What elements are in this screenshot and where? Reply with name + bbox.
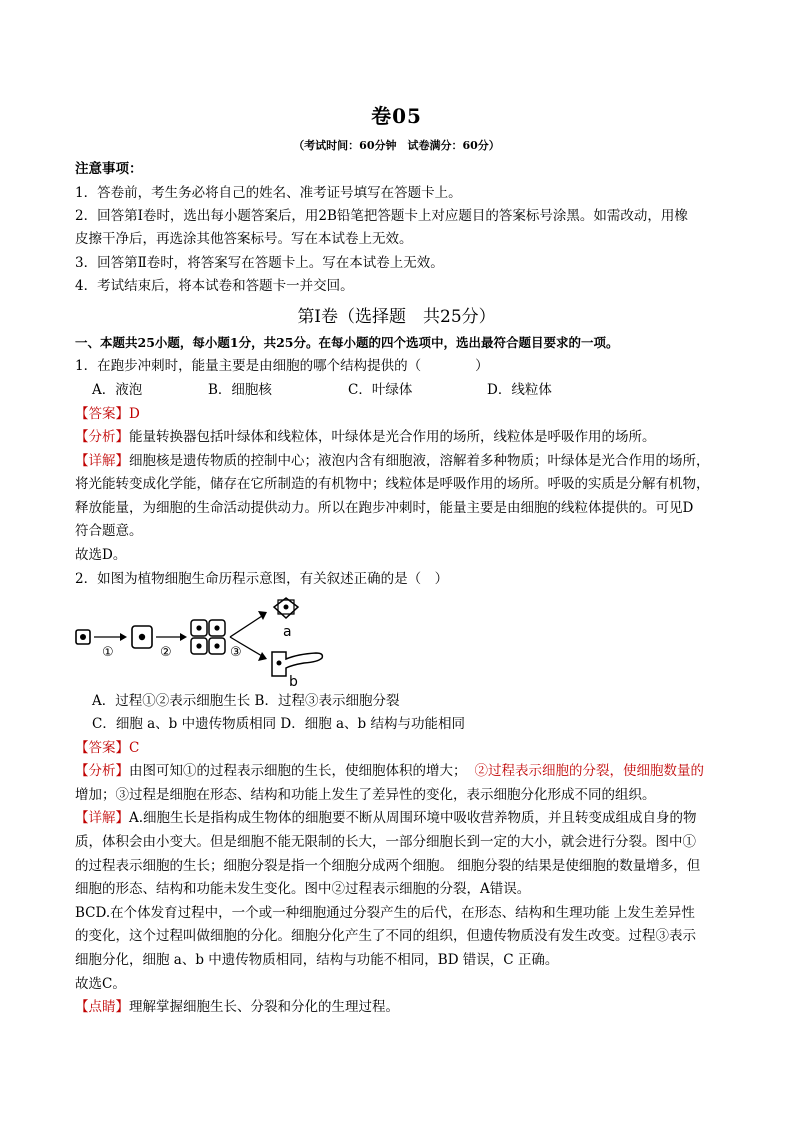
q1-detail-line: 将光能转变成化学能，储存在它所制造的有机物中；线粒体是呼吸作用的场所。呼吸的实质是分解有机物， xyxy=(75,476,710,492)
analysis-text-red: ②过程表示细胞的分裂，使细胞数量的 xyxy=(474,763,704,779)
step-2-label: ② xyxy=(160,645,172,660)
notice-item: 2．回答第Ⅰ卷时，选出每小题答案后，用2B铅笔把答题卡上对应题目的答案标号涂黑。如需改动，用橡 xyxy=(75,208,688,224)
q1-option-b: B．细胞核 xyxy=(208,382,272,398)
q1-answer xyxy=(75,405,730,423)
analysis-tag: 【分析】 xyxy=(75,429,129,445)
detail-tag: 【详解】 xyxy=(75,810,129,826)
exam-subtitle: （考试时间：60分钟 试卷满分：60分） xyxy=(293,139,500,152)
differentiated-cell-b-icon xyxy=(272,652,322,676)
q2-detail-line: 细胞的形态、结构和功能未发生变化。图中②过程表示细胞的分裂，A错误。 xyxy=(75,881,531,897)
divided-cells-icon xyxy=(191,620,225,654)
q2-detail xyxy=(75,809,730,827)
notice-item: 4．考试结束后，将本试卷和答题卡一并交回。 xyxy=(75,278,354,294)
section-title: 第Ⅰ卷（选择题 共25分） xyxy=(297,307,496,327)
q2-analysis-line: 增加；③过程是细胞在形态、结构和功能上发生了差异性的变化，表示细胞分化形成不同的组织。 xyxy=(75,787,656,803)
q1-analysis xyxy=(75,428,730,446)
cell-b-label: b xyxy=(289,674,298,686)
q2-stem: 2．如图为植物细胞生命历程示意图，有关叙述正确的是（ ） xyxy=(75,571,449,587)
q2-analysis xyxy=(75,762,730,780)
page-title: 卷05 xyxy=(371,104,422,128)
q1-conclusion: 故选D。 xyxy=(75,547,127,563)
notice-item: 1．答卷前，考生务必将自己的姓名、准考证号填写在答题卡上。 xyxy=(75,185,462,201)
q2-detail-line: 质，体积会由小变大。但是细胞不能无限制的长大，一部分细胞长到一定的大小，就会进行分裂。图中① xyxy=(75,834,696,850)
step-3-label: ③ xyxy=(230,645,242,660)
detail-text: A.细胞生长是指构成生物体的细胞要不断从周围环境中吸收营养物质，并且转变成组成自身的物 xyxy=(129,810,697,826)
step-1-label: ① xyxy=(102,645,114,660)
notice-heading: 注意事项： xyxy=(75,161,143,177)
answer-tag: 【答案】 xyxy=(75,406,129,422)
notice-item: 皮擦干净后，再选涂其他答案标号。写在本试卷上无效。 xyxy=(75,231,413,247)
detail-text: 细胞核是遗传物质的控制中心；液泡内含有细胞液，溶解着多种物质；叶绿体是光合作用的场所， xyxy=(129,453,710,469)
q2-options-ab: A．过程①②表示细胞生长 B．过程③表示细胞分裂 xyxy=(92,693,400,709)
notice-item: 3．回答第Ⅱ卷时，将答案写在答题卡上。写在本试卷上无效。 xyxy=(75,255,444,271)
q2-detail-line: 的变化，这个过程叫做细胞的分化。细胞分化产生了不同的组织，但遗传物质没有发生改变。过程③表示 xyxy=(75,928,696,944)
detail-tag: 【详解】 xyxy=(75,453,129,469)
q2-detail-line: 细胞分化，细胞 a、b 中遗传物质相同，结构与功能不相同，BD 错误，C 正确。 xyxy=(75,952,559,968)
q1-detail-line: 释放能量，为细胞的生命活动提供动力。所以在跑步冲刺时，能量主要是由细胞的线粒体提供的。可见D xyxy=(75,500,694,516)
answer-tag: 【答案】 xyxy=(75,740,129,756)
q1-option-c: C．叶绿体 xyxy=(348,382,413,398)
q1-stem: 1．在跑步冲刺时，能量主要是由细胞的哪个结构提供的（ ） xyxy=(75,358,489,374)
cell-a-label: a xyxy=(283,624,292,640)
remark-text: 理解掌握细胞生长、分裂和分化的生理过程。 xyxy=(129,999,399,1015)
q1-detail xyxy=(75,452,730,470)
q2-conclusion: 故选C。 xyxy=(75,976,126,992)
single-cell-icon xyxy=(76,630,90,644)
analysis-text: 由图可知①的过程表示细胞的生长，使细胞体积的增大； xyxy=(129,763,467,779)
analysis-tag: 【分析】 xyxy=(75,763,129,779)
q2-detail-line: 的过程表示细胞的生长；细胞分裂是指一个细胞分成两个细胞。 细胞分裂的结果是使细胞的数量增多，但 xyxy=(75,858,701,874)
analysis-text: 能量转换器包括叶绿体和线粒体，叶绿体是光合作用的场所，线粒体是呼吸作用的场所。 xyxy=(129,429,656,445)
grown-cell-icon xyxy=(132,626,152,648)
q2-detail-line: BCD.在个体发育过程中，一个或一种细胞通过分裂产生的后代，在形态、结构和生理功能 上发生差异性 xyxy=(75,905,695,921)
cell-life-cycle-diagram xyxy=(72,596,342,686)
differentiated-cell-a-icon xyxy=(274,598,298,618)
q1-detail-line: 符合题意。 xyxy=(75,523,143,539)
remark-tag: 【点睛】 xyxy=(75,999,129,1015)
q2-options-cd: C．细胞 a、b 中遗传物质相同 D．细胞 a、b 结构与功能相同 xyxy=(92,716,465,732)
answer-value: D xyxy=(129,406,140,422)
answer-value: C xyxy=(129,740,140,756)
q1-option-d: D．线粒体 xyxy=(487,382,552,398)
section-instruction: 一、本题共25小题，每小题1分，共25分。在每小题的四个选项中，选出最符合题目要求的一项。 xyxy=(75,335,619,350)
q2-answer xyxy=(75,739,730,757)
q2-remark xyxy=(75,998,730,1016)
q1-option-a: A．液泡 xyxy=(92,382,143,398)
